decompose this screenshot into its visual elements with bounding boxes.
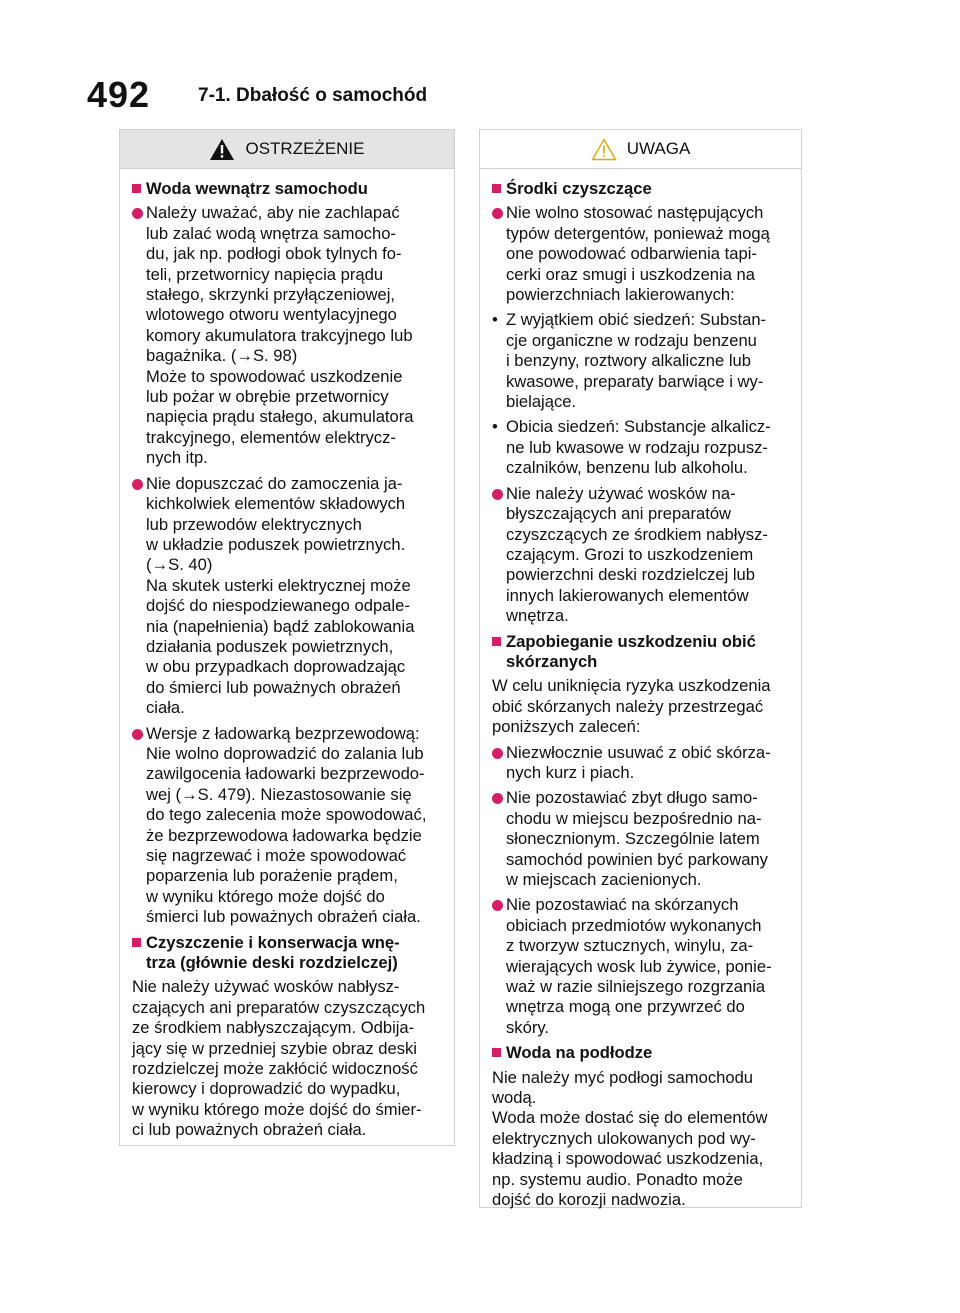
text-line: w miejscach zacienionych. xyxy=(506,870,702,889)
text-line: dojść do niespodziewanego odpale- xyxy=(146,596,410,616)
text-line: wnętrza. xyxy=(506,606,569,626)
text-line: poniższych zaleceń: xyxy=(492,717,641,737)
text-line: Nie wolno doprowadzić do zalania lub xyxy=(146,743,424,763)
warning-title: OSTRZEŻENIE xyxy=(245,139,365,158)
text-line: Zapobieganie uszkodzeniu obić xyxy=(506,631,756,651)
notice-title: UWAGA xyxy=(626,139,691,158)
text-line: Nie należy myć podłogi samochodu xyxy=(492,1067,754,1087)
text-line: do śmierci lub poważnych obrażeń xyxy=(146,677,401,697)
notice-body xyxy=(480,169,801,1211)
round-bullet-icon xyxy=(132,208,143,219)
round-bullet-icon xyxy=(492,489,503,500)
text-line: du, jak np. podłogi obok tylnych fo- xyxy=(146,244,402,264)
text-line: czalników, benzenu lub alkoholu. xyxy=(506,458,748,478)
text-line: Nie wolno stosować następujących xyxy=(506,203,764,223)
text-line: nych itp. xyxy=(146,448,208,468)
text-line: ne lub kwasowe w rodzaju rozpusz- xyxy=(506,437,768,457)
notice-bullet-item xyxy=(492,743,793,784)
notice-sub-item xyxy=(492,310,793,412)
text-line: Nie dopuszczać do zamoczenia ja- xyxy=(146,473,403,493)
text-line: lub pożar w obrębie przetwornicy xyxy=(146,387,389,407)
notice-header xyxy=(480,130,801,169)
warning-triangle-icon xyxy=(209,138,235,161)
notice-bullet-item xyxy=(492,788,793,890)
text-line: one powodować odbarwienia tapi- xyxy=(506,244,757,264)
notice-sub-item xyxy=(492,417,793,478)
round-bullet-icon xyxy=(492,793,503,804)
text-line: ze środkiem nabłyszczającym. Odbija- xyxy=(132,1018,415,1038)
text-line: kwasowe, preparaty barwiące i wy- xyxy=(506,371,764,391)
text-line: bielające. xyxy=(506,392,577,412)
text-line: powierzchniach lakierowanych: xyxy=(506,285,735,305)
section-title: 7-1. Dbałość o samochód xyxy=(198,85,428,106)
warning-subheading xyxy=(132,179,446,199)
notice-bullet-item xyxy=(492,895,793,1038)
text-line: trakcyjnego, elementów elektrycz- xyxy=(146,427,396,447)
round-bullet-icon xyxy=(132,729,143,740)
text-line: i benzyny, roztwory alkaliczne lub xyxy=(506,351,752,371)
round-bullet-icon xyxy=(492,208,503,219)
text-line: ciała. xyxy=(146,698,185,718)
text-line: słonecznionym. Szczególnie latem xyxy=(506,829,760,849)
text-line: błyszczających ani preparatów xyxy=(506,504,732,524)
warning-body xyxy=(120,169,454,1141)
text-line: zawilgocenia ładowarki bezprzewodo- xyxy=(146,764,425,784)
text-line: wodą. xyxy=(492,1088,537,1108)
text-line: Wersje z ładowarką bezprzewodową: xyxy=(146,723,420,743)
text-line: nych kurz i piach. xyxy=(506,762,635,782)
text-line: do tego zalecenia może spowodować, xyxy=(146,805,427,825)
text-line: bagażnika. (→S. 98) xyxy=(146,346,298,366)
text-line: (→S. 40) xyxy=(146,555,213,575)
warning-box xyxy=(119,129,455,1146)
text-line: Nie pozostawiać na skórzanych xyxy=(506,895,739,915)
text-line: elektrycznych ulokowanych pod wy- xyxy=(492,1128,756,1148)
text-line: W celu uniknięcia ryzyka uszkodzenia xyxy=(492,676,771,696)
text-line: Woda na podłodze xyxy=(506,1043,653,1063)
text-line: Nie należy używać wosków nabłysz- xyxy=(132,977,400,997)
text-line: obiciach przedmiotów wykonanych xyxy=(506,915,762,935)
text-line: kładziną i spowodować uszkodzenia, xyxy=(492,1149,764,1169)
text-line: działania poduszek powietrznych, xyxy=(146,636,394,656)
text-line: poparzenia lub porażenie prądem, xyxy=(146,866,398,886)
text-line: cje organiczne w rodzaju benzenu xyxy=(506,330,757,350)
text-line: Z wyjątkiem obić siedzeń: Substan- xyxy=(506,310,767,330)
text-line: chodu w miejscu bezpośrednio na- xyxy=(506,808,762,828)
text-line: powierzchni deski rozdzielczej lub xyxy=(506,565,756,585)
notice-paragraph xyxy=(492,676,793,737)
warning-bullet-item xyxy=(132,474,446,719)
text-line: w wyniku którego może dojść do xyxy=(146,886,385,906)
notice-subheading xyxy=(492,179,793,199)
text-line: śmierci lub poważnych obrażeń ciała. xyxy=(146,907,421,927)
text-line: trza (głównie deski rozdzielczej) xyxy=(146,953,398,973)
text-line: komory akumulatora trakcyjnego lub xyxy=(146,325,413,345)
text-line: Woda wewnątrz samochodu xyxy=(146,179,368,198)
text-line: obić skórzanych należy przestrzegać xyxy=(492,696,764,716)
notice-paragraph xyxy=(492,1068,793,1211)
warning-subheading xyxy=(132,933,446,974)
round-bullet-icon xyxy=(132,479,143,490)
text-line: nia (napełnienia) bądź zablokowania xyxy=(146,616,415,636)
text-line: wlotowego otworu wentylacyjnego xyxy=(146,305,397,325)
text-line: lub zalać wodą wnętrza samocho- xyxy=(146,223,396,243)
warning-header xyxy=(120,130,454,169)
text-line: lub przewodów elektrycznych xyxy=(146,514,362,534)
text-line: ci lub poważnych obrażeń ciała. xyxy=(132,1120,367,1140)
notice-subheading xyxy=(492,1043,793,1063)
text-line: dojść do korozji nadwozia. xyxy=(492,1190,686,1210)
notice-box xyxy=(479,129,802,1208)
text-line: rozdzielczej może zakłócić widoczność xyxy=(132,1059,418,1079)
text-line: się nagrzewać i może spowodować xyxy=(146,846,407,865)
text-line: Na skutek usterki elektrycznej może xyxy=(146,575,411,595)
text-line: Obicia siedzeń: Substancje alkalicz- xyxy=(506,417,771,437)
square-bullet-icon xyxy=(132,184,141,193)
text-line: kierowcy i doprowadzić do wypadku, xyxy=(132,1079,401,1099)
round-bullet-icon xyxy=(492,900,503,911)
text-line: napięcia prądu stałego, akumulatora xyxy=(146,407,414,427)
text-line: kichkolwiek elementów składowych xyxy=(146,494,406,514)
text-line: np. systemu audio. Ponadto może xyxy=(492,1169,743,1189)
square-bullet-icon xyxy=(132,938,141,947)
notice-subheading xyxy=(492,632,793,673)
square-bullet-icon xyxy=(492,1048,501,1057)
text-line: wnętrza mogą one przywrzeć do xyxy=(506,997,745,1017)
warning-paragraph xyxy=(132,977,446,1140)
text-line: samochód powinien być parkowany xyxy=(506,849,768,869)
notice-bullet-item xyxy=(492,484,793,627)
small-bullet-icon: • xyxy=(492,417,498,437)
warning-bullet-item xyxy=(132,203,446,468)
text-line: Środki czyszczące xyxy=(506,179,652,198)
text-line: Może to spowodować uszkodzenie xyxy=(146,366,403,386)
text-line: w układzie poduszek powietrznych. xyxy=(146,534,406,554)
text-line: czającym. Grozi to uszkodzeniem xyxy=(506,544,754,564)
text-line: typów detergentów, ponieważ mogą xyxy=(506,223,770,243)
text-line: jący się w przedniej szybie obraz deski xyxy=(132,1038,417,1058)
text-line: wej (→S. 479). Niezastosowanie się xyxy=(146,784,412,804)
text-line: czających ani preparatów czyszczących xyxy=(132,997,426,1017)
text-line: stałego, skrzynki przyłączeniowej, xyxy=(146,285,396,305)
notice-bullet-item xyxy=(492,203,793,305)
caution-triangle-icon xyxy=(591,138,617,161)
text-line: innych lakierowanych elementów xyxy=(506,585,749,605)
text-line: skóry. xyxy=(506,1017,550,1037)
text-line: Nie pozostawiać zbyt długo samo- xyxy=(506,788,758,808)
text-line: Należy uważać, aby nie zachlapać xyxy=(146,203,400,223)
square-bullet-icon xyxy=(492,184,501,193)
text-line: skórzanych xyxy=(506,651,598,671)
text-line: w wyniku którego może dojść do śmier- xyxy=(132,1099,422,1119)
text-line: waż w razie silniejszego rozgrzania xyxy=(506,977,766,997)
text-line: że bezprzewodowa ładowarka będzie xyxy=(146,825,422,845)
text-line: Czyszczenie i konserwacja wnę- xyxy=(146,932,400,952)
small-bullet-icon: • xyxy=(492,310,498,330)
text-line: Woda może dostać się do elementów xyxy=(492,1108,768,1128)
text-line: wierających wosk lub żywice, ponie- xyxy=(506,956,772,976)
round-bullet-icon xyxy=(492,748,503,759)
text-line: czyszczących ze środkiem nabłysz- xyxy=(506,524,768,544)
warning-bullet-item xyxy=(132,724,446,928)
page-number: 492 xyxy=(87,74,151,115)
text-line: Niezwłocznie usuwać z obić skórza- xyxy=(506,742,771,762)
text-line: Nie należy używać wosków na- xyxy=(506,483,736,503)
text-line: cerki oraz smugi i uszkodzenia na xyxy=(506,264,756,284)
square-bullet-icon xyxy=(492,637,501,646)
text-line: teli, przetwornicy napięcia prądu xyxy=(146,264,384,284)
text-line: w obu przypadkach doprowadzając xyxy=(146,657,406,677)
text-line: z tworzyw sztucznych, winylu, za- xyxy=(506,936,754,956)
